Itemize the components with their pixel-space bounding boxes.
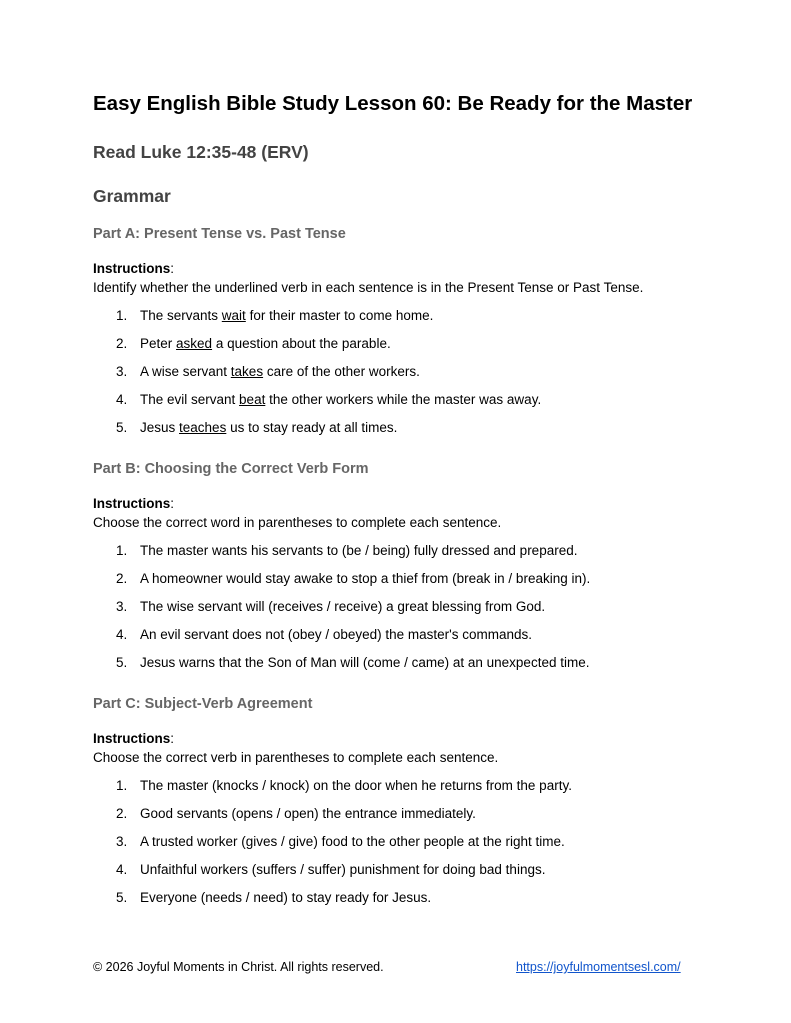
list-item xyxy=(93,625,703,653)
part-b-list xyxy=(93,541,703,681)
copyright-notice: © 2026 Joyful Moments in Christ. All rights reserved. xyxy=(93,960,384,974)
list-item xyxy=(93,804,703,832)
item-text: A trusted worker (gives / give) food to the other people at the right time. xyxy=(140,834,565,849)
item-text-after: us to stay ready at all times. xyxy=(226,420,398,435)
part-b-title: Part B: Choosing the Correct Verb Form xyxy=(93,461,369,477)
item-text: Unfaithful workers (suffers / suffer) punishment for doing bad things. xyxy=(140,862,546,877)
list-item xyxy=(93,334,703,362)
part-c-list xyxy=(93,776,703,916)
part-c-title: Part C: Subject-Verb Agreement xyxy=(93,696,313,712)
item-text: Good servants (opens / open) the entrance immediately. xyxy=(140,806,476,821)
list-item xyxy=(93,569,703,597)
item-text-before: Jesus xyxy=(140,420,180,435)
item-number: 4. xyxy=(116,627,128,642)
item-text: Everyone (needs / need) to stay ready for Jesus. xyxy=(140,890,432,905)
list-item xyxy=(93,888,703,916)
item-number: 1. xyxy=(116,543,128,558)
list-item xyxy=(93,832,703,860)
item-text-after: the other workers while the master was away. xyxy=(265,392,542,407)
item-text-after: for their master to come home. xyxy=(245,308,434,323)
underlined-verb: beat xyxy=(239,392,266,407)
item-number: 2. xyxy=(116,336,128,351)
underlined-verb: takes xyxy=(230,364,264,379)
list-item xyxy=(93,776,703,804)
item-text-before: The evil servant xyxy=(140,392,240,407)
list-item xyxy=(93,541,703,569)
item-text: Jesus warns that the Son of Man will (come / came) at an unexpected time. xyxy=(140,655,590,670)
item-text-before: A wise servant xyxy=(140,364,231,379)
underlined-verb: teaches xyxy=(179,420,227,435)
list-item xyxy=(93,362,703,390)
item-text-after: a question about the parable. xyxy=(212,336,391,351)
part-a-instructions-label: Instructions xyxy=(93,261,171,276)
part-c-instructions-text: Choose the correct verb in parentheses to complete each sentence. xyxy=(93,750,499,765)
item-text: A homeowner would stay awake to stop a thief from (break in / breaking in). xyxy=(140,571,591,586)
item-number: 3. xyxy=(116,364,128,379)
item-text-before: Peter xyxy=(140,336,177,351)
item-number: 1. xyxy=(116,778,128,793)
page-title: Easy English Bible Study Lesson 60: Be Ready for the Master xyxy=(93,92,693,115)
part-a-title: Part A: Present Tense vs. Past Tense xyxy=(93,226,346,242)
part-b: Part B: Choosing the Correct Verb Form Instructions: Choose the correct word in parentheses to complete each sentence. 1. The master wants his servants to (be / being) fully dressed and prepared. 2. A homeowner would stay awake to stop a thief from (break in / breaking in). 3. The wise servant will (receives / receive) a great blessing from God. 4. An evil servant does not (obey / obeyed) the master's commands. 5. Jesus warns that the Son of Man will (come / came) at an unexpected time. xyxy=(93,460,703,681)
list-item xyxy=(93,597,703,625)
underlined-verb: asked xyxy=(176,336,213,351)
item-text: The wise servant will (receives / receive) a great blessing from God. xyxy=(140,599,546,614)
list-item xyxy=(93,306,703,334)
item-number: 5. xyxy=(116,655,128,670)
item-number: 5. xyxy=(116,420,128,435)
item-number: 4. xyxy=(116,392,128,407)
item-number: 4. xyxy=(116,862,128,877)
item-text-before: The servants xyxy=(140,308,222,323)
reading-reference: Read Luke 12:35-48 (ERV) xyxy=(93,142,309,162)
section-heading-grammar: Grammar xyxy=(93,186,171,206)
item-number: 3. xyxy=(116,599,128,614)
part-a-instructions-text: Identify whether the underlined verb in each sentence is in the Present Tense or Past Tense. xyxy=(93,280,644,295)
item-text-after: care of the other workers. xyxy=(263,364,420,379)
part-a: Part A: Present Tense vs. Past Tense Instructions: Identify whether the underlined verb in each sentence is in the Present Tense or Past Tense. 1. The servants wait for their master to come home. 2. Peter asked a question about the parable. 3. A wise servant takes care of the other workers. 4. The evil servant beat the other workers while the master was away. 5. Jesus teaches us to stay ready at all times. xyxy=(93,225,703,446)
list-item xyxy=(93,390,703,418)
website-link[interactable]: https://joyfulmomentsesl.com/ xyxy=(516,960,681,974)
item-text: An evil servant does not (obey / obeyed) the master's commands. xyxy=(140,627,533,642)
item-text: The master (knocks / knock) on the door when he returns from the party. xyxy=(140,778,572,793)
part-c-instructions-label: Instructions xyxy=(93,731,171,746)
part-c: Part C: Subject-Verb Agreement Instructions: Choose the correct verb in parentheses to complete each sentence. 1. The master (knocks / knock) on the door when he returns from the party. 2. Good servants (opens / open) the entrance immediately. 3. A trusted worker (gives / give) food to the other people at the right time. 4. Unfaithful workers (suffers / suffer) punishment for doing bad things. 5. Everyone (needs / need) to stay ready for Jesus. xyxy=(93,695,703,916)
item-number: 2. xyxy=(116,571,128,586)
part-b-instructions-text: Choose the correct word in parentheses to complete each sentence. xyxy=(93,515,502,530)
list-item xyxy=(93,418,703,446)
part-a-list xyxy=(93,306,703,446)
list-item xyxy=(93,653,703,681)
list-item xyxy=(93,860,703,888)
item-number: 1. xyxy=(116,308,128,323)
item-text: The master wants his servants to (be / being) fully dressed and prepared. xyxy=(140,543,578,558)
item-number: 5. xyxy=(116,890,128,905)
part-b-instructions-label: Instructions xyxy=(93,496,171,511)
item-number: 2. xyxy=(116,806,128,821)
item-number: 3. xyxy=(116,834,128,849)
underlined-verb: wait xyxy=(221,308,246,323)
